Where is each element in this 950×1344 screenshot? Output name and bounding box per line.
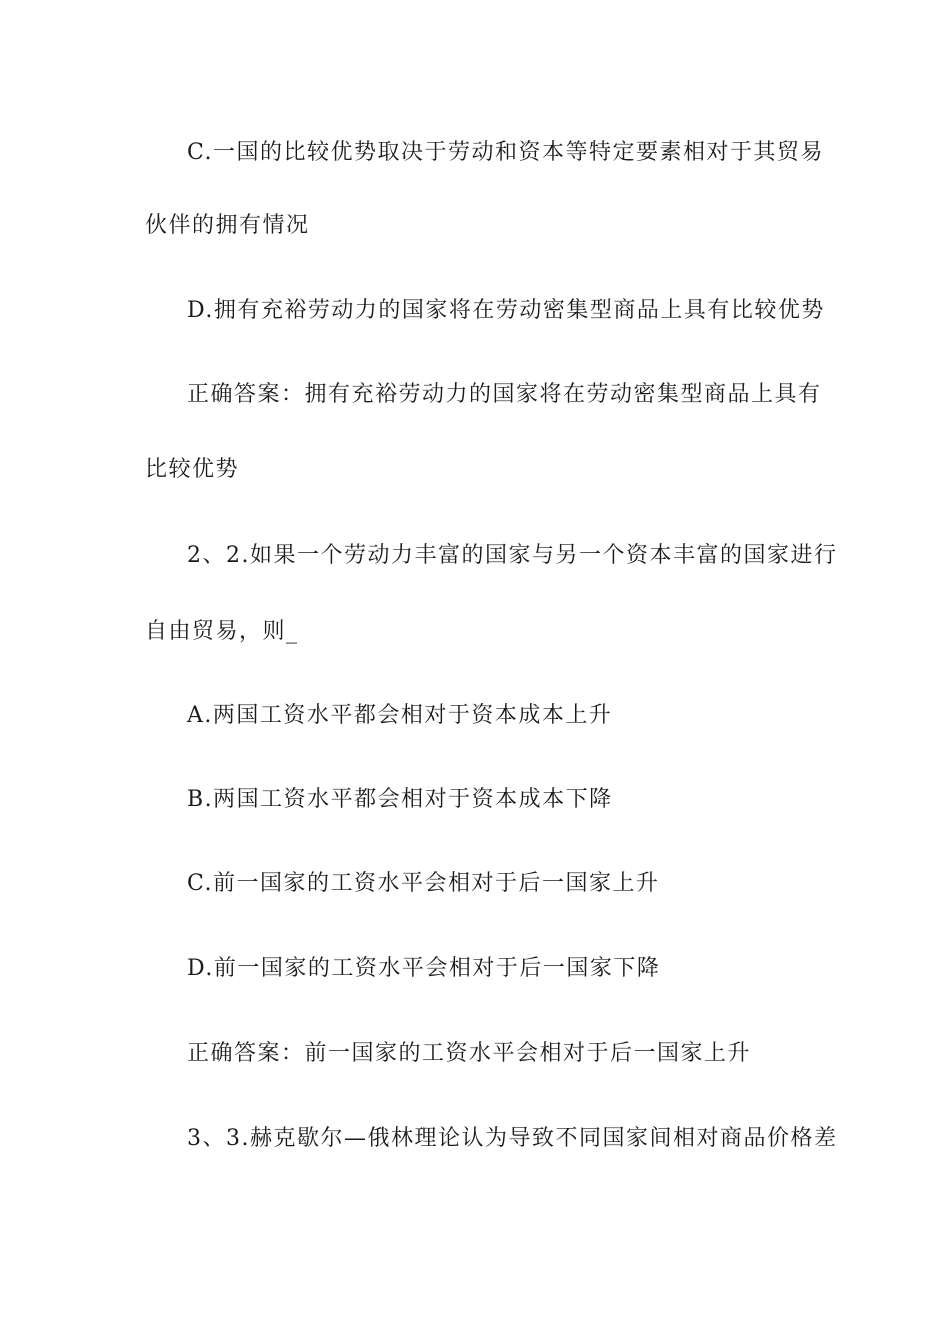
q2-option-b: B.两国工资水平都会相对于资本成本下降 bbox=[187, 787, 613, 812]
q2-option-a: A.两国工资水平都会相对于资本成本上升 bbox=[187, 703, 613, 728]
q1-option-c-line2: 伙伴的拥有情况 bbox=[145, 213, 310, 238]
q2-answer: 正确答案：前一国家的工资水平会相对于后一国家上升 bbox=[187, 1041, 752, 1066]
q3-stem-line1: 3、3.赫克歇尔—俄林理论认为导致不同国家间相对商品价格差 bbox=[187, 1126, 838, 1151]
q2-stem-line1: 2、2.如果一个劳动力丰富的国家与另一个资本丰富的国家进行 bbox=[187, 543, 838, 568]
q1-option-c-line1: C.一国的比较优势取决于劳动和资本等特定要素相对于其贸易 bbox=[187, 140, 825, 165]
q1-answer-line2: 比较优势 bbox=[145, 457, 240, 482]
q2-stem-line2: 自由贸易，则_ bbox=[145, 619, 299, 644]
q1-answer-line1: 正确答案：拥有充裕劳动力的国家将在劳动密集型商品上具有 bbox=[187, 382, 822, 407]
q2-option-d: D.前一国家的工资水平会相对于后一国家下降 bbox=[187, 956, 661, 981]
q1-option-d: D.拥有充裕劳动力的国家将在劳动密集型商品上具有比较优势 bbox=[187, 298, 825, 323]
q2-option-c: C.前一国家的工资水平会相对于后一国家上升 bbox=[187, 871, 660, 896]
